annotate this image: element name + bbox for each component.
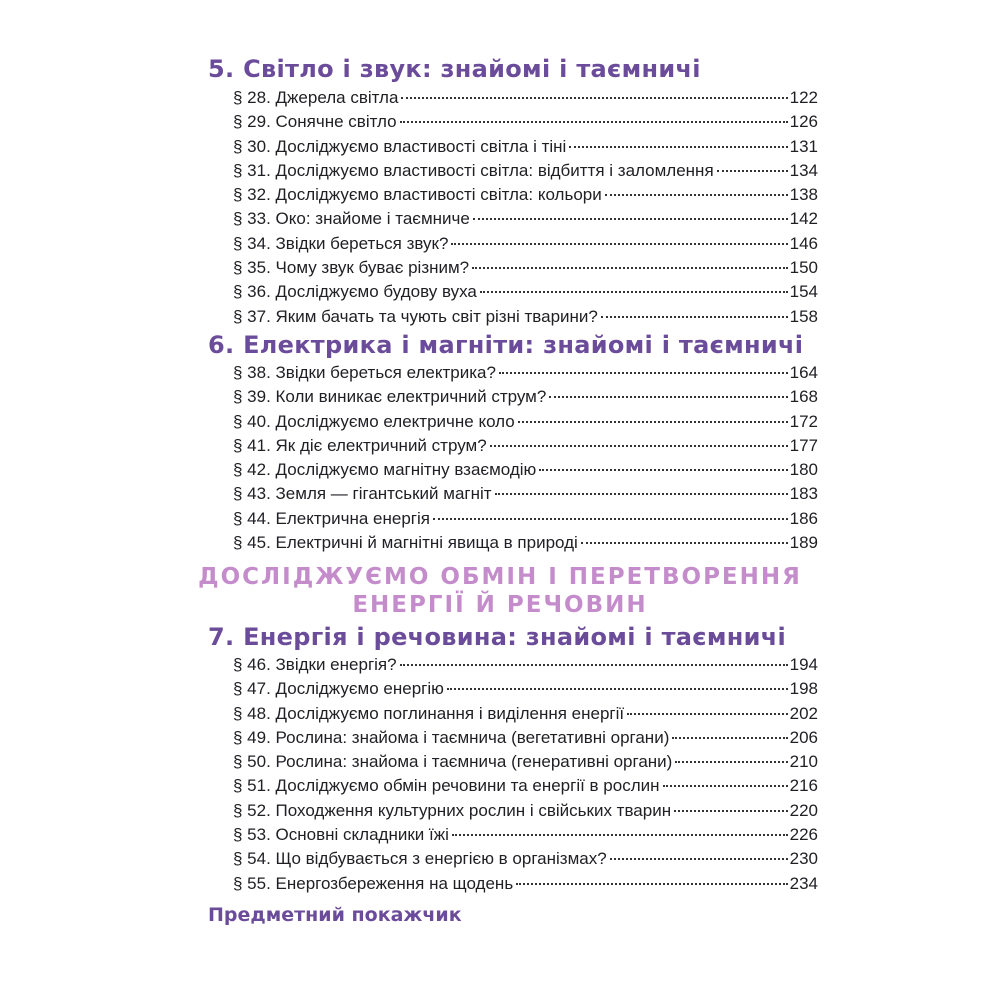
dot-leader [627, 713, 788, 715]
toc-entry-page: 216 [789, 776, 818, 796]
toc-entry-page: 146 [789, 233, 818, 253]
toc-entry-title: § 31. Досліджуємо властивості світла: відбиття і заломлення [233, 160, 714, 180]
toc-entry[interactable] [233, 726, 818, 750]
toc-entry-title: § 29. Сонячне світло [233, 112, 397, 132]
toc-entry[interactable] [233, 750, 818, 774]
chapter-title: 7. Енергія і речовина: знайомі і таємничі [208, 623, 787, 651]
section-header-line-1: ДОСЛІДЖУЄМО ОБМІН І ПЕРЕТВОРЕННЯ [198, 564, 802, 590]
toc-entry-title: § 54. Що відбувається з енергією в організмах? [233, 849, 607, 869]
dot-leader [518, 421, 788, 423]
dot-leader [451, 243, 787, 245]
dot-leader [539, 469, 787, 471]
toc-entry[interactable] [233, 507, 818, 531]
toc-entry-page: 150 [789, 258, 818, 278]
dot-leader [601, 316, 788, 318]
toc-entry-title: § 34. Звідки береться звук? [233, 233, 449, 253]
dot-leader [499, 372, 788, 374]
toc-entry[interactable] [233, 280, 818, 304]
dot-leader [605, 194, 788, 196]
dot-leader [495, 493, 788, 495]
toc-entry[interactable] [233, 385, 818, 409]
toc-entry-title: § 36. Досліджуємо будову вуха [233, 282, 477, 302]
toc-entry-page: 142 [789, 209, 818, 229]
dot-leader [610, 858, 788, 860]
toc-entry-page: 180 [789, 460, 818, 480]
toc-entry[interactable] [233, 458, 818, 482]
toc-entry[interactable] [233, 135, 818, 159]
toc-entry[interactable] [233, 183, 818, 207]
toc-entry[interactable] [233, 653, 818, 677]
dot-leader [401, 97, 787, 99]
dot-leader [663, 785, 788, 787]
toc-entry[interactable] [233, 159, 818, 183]
dot-leader [433, 518, 788, 520]
toc-entry-title: § 49. Рослина: знайома і таємнича (вегетативні органи) [233, 727, 670, 747]
chapter-entries [233, 653, 818, 896]
toc-entry[interactable] [233, 531, 818, 555]
toc-entry-title: § 43. Земля — гігантський магніт [233, 484, 492, 504]
toc-entry-title: § 28. Джерела світла [233, 88, 399, 107]
toc-entry-title: § 44. Електрична енергія [233, 508, 430, 528]
toc-entry-title: § 30. Досліджуємо властивості світла і тіні [233, 136, 567, 156]
section-header-line-2: ЕНЕРГІЇ Й РЕЧОВИН [352, 592, 648, 618]
dot-leader [472, 267, 787, 269]
toc-entry-page: 168 [789, 387, 818, 407]
dot-leader [400, 664, 788, 666]
chapter-entries [233, 361, 818, 555]
toc-entry-page: 206 [789, 727, 818, 747]
dot-leader [672, 737, 787, 739]
dot-leader [490, 445, 788, 447]
toc-entry[interactable] [233, 256, 818, 280]
toc-entry[interactable] [233, 677, 818, 701]
toc-entry-page: 234 [789, 873, 818, 893]
toc-entry-page: 189 [789, 533, 818, 553]
dot-leader [581, 542, 788, 544]
toc-entry-title: § 33. Око: знайоме і таємниче [233, 209, 470, 229]
toc-entry[interactable] [233, 702, 818, 726]
toc-entry[interactable] [233, 207, 818, 231]
toc-entry-page: 138 [789, 185, 818, 205]
toc-entry[interactable] [233, 305, 818, 329]
toc-entry-page: 183 [789, 484, 818, 504]
toc-entry-page: 154 [789, 282, 818, 302]
toc-entry[interactable] [233, 823, 818, 847]
toc-entry-page: 134 [789, 160, 818, 180]
toc-entry-title: § 50. Рослина: знайома і таємнича (генеративні органи) [233, 752, 673, 772]
toc-entry[interactable] [233, 774, 818, 798]
subject-index-title[interactable]: Предметний покажчик [208, 904, 462, 926]
chapter-entries [233, 86, 818, 329]
dot-leader [674, 810, 788, 812]
toc-entry-title: § 38. Звідки береться електрика? [233, 363, 496, 382]
toc-entry-title: § 51. Досліджуємо обмін речовини та енергії в рослин [233, 776, 660, 796]
dot-leader [516, 883, 787, 885]
dot-leader [447, 688, 788, 690]
toc-entry-page: 177 [789, 435, 818, 455]
toc-entry-page: 158 [789, 306, 818, 326]
dot-leader [549, 396, 787, 398]
chapter-title: 5. Світло і звук: знайомі і таємничі [208, 55, 701, 83]
toc-entry[interactable] [233, 232, 818, 256]
dot-leader [480, 291, 788, 293]
toc-entry[interactable] [233, 434, 818, 458]
toc-entry[interactable] [233, 86, 818, 110]
toc-entry-page: 194 [789, 655, 818, 674]
toc-entry[interactable] [233, 799, 818, 823]
toc-entry-title: § 32. Досліджуємо властивості світла: кольори [233, 185, 602, 205]
toc-entry-title: § 39. Коли виникає електричний струм? [233, 387, 547, 407]
toc-entry-title: § 37. Яким бачать та чують світ різні тварини? [233, 306, 598, 326]
toc-entry[interactable] [233, 847, 818, 871]
toc-entry-page: 198 [789, 679, 818, 699]
toc-entry-title: § 35. Чому звук буває різним? [233, 258, 470, 278]
dot-leader [473, 218, 788, 220]
toc-entry[interactable] [233, 110, 818, 134]
toc-entry-title: § 52. Походження культурних рослин і свійських тварин [233, 800, 672, 820]
toc-entry-page: 202 [789, 703, 818, 723]
toc-entry-title: § 41. Як діє електричний струм? [233, 435, 487, 455]
toc-entry-page: 131 [789, 136, 818, 156]
toc-entry[interactable] [233, 361, 818, 385]
toc-entry-page: 126 [789, 112, 818, 132]
toc-entry-title: § 46. Звідки енергія? [233, 655, 397, 674]
toc-entry-title: § 55. Енергозбереження на щодень [233, 873, 514, 893]
toc-entry-page: 210 [789, 752, 818, 772]
dot-leader [452, 834, 788, 836]
toc-entry-page: 172 [789, 411, 818, 431]
toc-entry-page: 186 [789, 508, 818, 528]
toc-entry-page: 220 [789, 800, 818, 820]
toc-entry[interactable] [233, 482, 818, 506]
toc-entry-title: § 45. Електричні й магнітні явища в природі [233, 533, 578, 553]
chapter-title: 6. Електрика і магніти: знайомі і таємничі [208, 331, 804, 359]
toc-entry-page: 164 [789, 363, 818, 382]
dot-leader [675, 761, 787, 763]
toc-entry-title: § 48. Досліджуємо поглинання і виділення енергії [233, 703, 625, 723]
toc-entry-title: § 53. Основні складники їжі [233, 825, 449, 845]
toc-entry-title: § 40. Досліджуємо електричне коло [233, 411, 515, 431]
toc-entry-page: 230 [789, 849, 818, 869]
toc-entry-page: 122 [789, 88, 818, 107]
dot-leader [717, 170, 788, 172]
toc-entry-page: 226 [789, 825, 818, 845]
toc-entry-title: § 42. Досліджуємо магнітну взаємодію [233, 460, 537, 480]
toc-entry-title: § 47. Досліджуємо енергію [233, 679, 444, 699]
toc-entry[interactable] [233, 410, 818, 434]
dot-leader [400, 121, 788, 123]
toc-entry[interactable] [233, 872, 818, 896]
dot-leader [569, 146, 787, 148]
